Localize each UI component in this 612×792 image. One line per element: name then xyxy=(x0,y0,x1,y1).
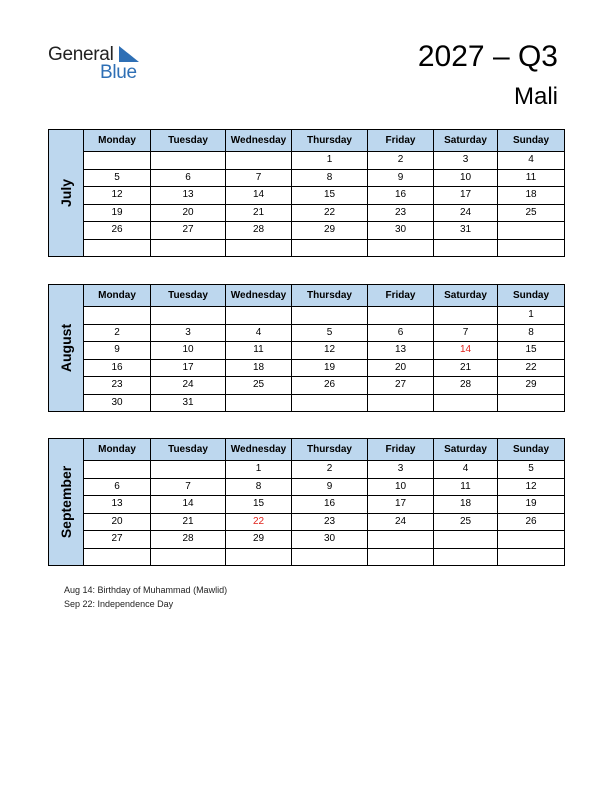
week-row xyxy=(49,478,565,496)
logo-general-text: General xyxy=(48,44,114,65)
day-cell: 29 xyxy=(498,377,565,395)
day-cell: 13 xyxy=(368,342,434,360)
day-cell: 8 xyxy=(292,169,368,187)
day-cell: 19 xyxy=(84,204,151,222)
week-row xyxy=(49,187,565,205)
day-cell: 15 xyxy=(498,342,565,360)
day-cell xyxy=(368,394,434,412)
day-cell xyxy=(434,239,498,257)
day-cell: 15 xyxy=(226,496,292,514)
day-cell: 18 xyxy=(498,187,565,205)
day-cell: 12 xyxy=(292,342,368,360)
day-cell xyxy=(84,548,151,566)
month-name: August xyxy=(58,323,74,373)
day-cell: 3 xyxy=(368,461,434,479)
weekday-header: Friday xyxy=(368,439,434,461)
day-cell: 14 xyxy=(226,187,292,205)
day-cell: 10 xyxy=(151,342,226,360)
day-cell xyxy=(292,307,368,325)
week-row xyxy=(49,239,565,257)
day-cell: 7 xyxy=(226,169,292,187)
day-cell: 17 xyxy=(151,359,226,377)
day-cell: 13 xyxy=(84,496,151,514)
weekday-header: Saturday xyxy=(434,285,498,307)
day-cell: 10 xyxy=(368,478,434,496)
week-row xyxy=(49,204,565,222)
week-row xyxy=(49,394,565,412)
day-cell xyxy=(498,548,565,566)
week-row xyxy=(49,461,565,479)
week-row xyxy=(49,548,565,566)
holiday-day-cell: 22 xyxy=(226,513,292,531)
day-cell: 27 xyxy=(84,531,151,549)
country-name: Mali xyxy=(513,83,558,110)
day-cell: 4 xyxy=(434,461,498,479)
day-cell: 4 xyxy=(498,152,565,170)
day-cell: 6 xyxy=(368,324,434,342)
day-cell: 11 xyxy=(434,478,498,496)
day-cell xyxy=(434,394,498,412)
day-cell xyxy=(226,394,292,412)
day-cell: 5 xyxy=(292,324,368,342)
day-cell: 30 xyxy=(84,394,151,412)
day-cell: 26 xyxy=(84,222,151,240)
day-cell: 9 xyxy=(84,342,151,360)
weekday-header: Wednesday xyxy=(226,130,292,152)
day-cell: 19 xyxy=(292,359,368,377)
holiday-notes xyxy=(64,583,227,611)
day-cell: 18 xyxy=(434,496,498,514)
weekday-header: Monday xyxy=(84,285,151,307)
day-cell: 12 xyxy=(84,187,151,205)
day-cell xyxy=(292,239,368,257)
holiday-note: Aug 14: Birthday of Muhammad (Mawlid) xyxy=(64,585,228,595)
logo-blue-text: Blue xyxy=(100,62,137,83)
day-cell: 31 xyxy=(434,222,498,240)
day-cell: 25 xyxy=(498,204,565,222)
day-cell: 23 xyxy=(368,204,434,222)
generalblue-logo xyxy=(48,44,148,84)
week-row xyxy=(49,169,565,187)
day-cell: 25 xyxy=(434,513,498,531)
day-cell: 12 xyxy=(498,478,565,496)
day-cell: 28 xyxy=(226,222,292,240)
day-cell: 9 xyxy=(292,478,368,496)
day-cell: 27 xyxy=(151,222,226,240)
day-cell: 5 xyxy=(84,169,151,187)
day-cell: 2 xyxy=(368,152,434,170)
month-label-cell xyxy=(49,130,84,257)
month-block-september xyxy=(48,438,564,566)
week-row xyxy=(49,152,565,170)
day-cell xyxy=(368,548,434,566)
holiday-day-cell: 14 xyxy=(434,342,498,360)
day-cell: 15 xyxy=(292,187,368,205)
weekday-header: Wednesday xyxy=(226,285,292,307)
day-cell xyxy=(84,152,151,170)
day-cell: 8 xyxy=(498,324,565,342)
day-cell xyxy=(151,307,226,325)
month-name: September xyxy=(58,465,74,539)
day-cell: 30 xyxy=(368,222,434,240)
week-row xyxy=(49,342,565,360)
day-cell: 21 xyxy=(226,204,292,222)
day-cell: 29 xyxy=(292,222,368,240)
day-cell: 18 xyxy=(226,359,292,377)
day-cell xyxy=(84,461,151,479)
day-cell: 1 xyxy=(292,152,368,170)
day-cell xyxy=(368,239,434,257)
day-cell: 26 xyxy=(498,513,565,531)
day-cell: 22 xyxy=(498,359,565,377)
weekday-header: Sunday xyxy=(498,439,565,461)
weekday-header: Tuesday xyxy=(151,285,226,307)
day-cell xyxy=(498,531,565,549)
week-row xyxy=(49,513,565,531)
day-cell: 31 xyxy=(151,394,226,412)
week-row xyxy=(49,531,565,549)
day-cell: 1 xyxy=(498,307,565,325)
day-cell: 24 xyxy=(434,204,498,222)
day-cell: 20 xyxy=(368,359,434,377)
day-cell: 1 xyxy=(226,461,292,479)
day-cell xyxy=(226,239,292,257)
day-cell xyxy=(226,307,292,325)
day-cell: 11 xyxy=(226,342,292,360)
day-cell: 20 xyxy=(151,204,226,222)
day-cell: 9 xyxy=(368,169,434,187)
month-block-august xyxy=(48,284,564,412)
day-cell xyxy=(368,531,434,549)
day-cell: 10 xyxy=(434,169,498,187)
day-cell xyxy=(151,239,226,257)
day-cell: 19 xyxy=(498,496,565,514)
day-cell xyxy=(498,394,565,412)
weekday-header: Sunday xyxy=(498,285,565,307)
week-row xyxy=(49,307,565,325)
weekday-header: Sunday xyxy=(498,130,565,152)
weekday-header: Saturday xyxy=(434,130,498,152)
weekday-header: Monday xyxy=(84,130,151,152)
weekday-header: Friday xyxy=(368,285,434,307)
day-cell xyxy=(84,239,151,257)
day-cell: 8 xyxy=(226,478,292,496)
day-cell: 23 xyxy=(292,513,368,531)
day-cell xyxy=(434,548,498,566)
day-cell xyxy=(151,461,226,479)
day-cell xyxy=(292,394,368,412)
weekday-header: Thursday xyxy=(292,285,368,307)
day-cell: 7 xyxy=(151,478,226,496)
weekday-header: Wednesday xyxy=(226,439,292,461)
day-cell xyxy=(292,548,368,566)
day-cell: 4 xyxy=(226,324,292,342)
day-cell xyxy=(226,152,292,170)
day-cell: 3 xyxy=(434,152,498,170)
day-cell: 11 xyxy=(498,169,565,187)
week-row xyxy=(49,377,565,395)
day-cell xyxy=(226,548,292,566)
day-cell: 24 xyxy=(368,513,434,531)
day-cell: 6 xyxy=(84,478,151,496)
day-cell: 7 xyxy=(434,324,498,342)
weekday-header: Thursday xyxy=(292,439,368,461)
day-cell: 6 xyxy=(151,169,226,187)
month-label-cell xyxy=(49,285,84,412)
day-cell xyxy=(151,152,226,170)
weekday-header: Monday xyxy=(84,439,151,461)
week-row xyxy=(49,496,565,514)
day-cell: 17 xyxy=(368,496,434,514)
week-row xyxy=(49,359,565,377)
week-row xyxy=(49,324,565,342)
day-cell: 16 xyxy=(368,187,434,205)
day-cell: 29 xyxy=(226,531,292,549)
day-cell: 17 xyxy=(434,187,498,205)
weekday-header: Saturday xyxy=(434,439,498,461)
day-cell: 26 xyxy=(292,377,368,395)
day-cell: 16 xyxy=(292,496,368,514)
weekday-header: Friday xyxy=(368,130,434,152)
day-cell: 14 xyxy=(151,496,226,514)
day-cell: 30 xyxy=(292,531,368,549)
day-cell xyxy=(498,222,565,240)
day-cell: 20 xyxy=(84,513,151,531)
day-cell xyxy=(368,307,434,325)
day-cell: 13 xyxy=(151,187,226,205)
weekday-header: Thursday xyxy=(292,130,368,152)
day-cell: 2 xyxy=(84,324,151,342)
day-cell: 16 xyxy=(84,359,151,377)
day-cell: 3 xyxy=(151,324,226,342)
weekday-header: Tuesday xyxy=(151,439,226,461)
day-cell: 5 xyxy=(498,461,565,479)
page-title: 2027 – Q3 xyxy=(417,40,558,73)
month-table xyxy=(48,129,565,257)
day-cell: 27 xyxy=(368,377,434,395)
day-cell xyxy=(151,548,226,566)
month-table xyxy=(48,438,565,566)
day-cell: 21 xyxy=(434,359,498,377)
day-cell: 23 xyxy=(84,377,151,395)
day-cell: 21 xyxy=(151,513,226,531)
day-cell xyxy=(84,307,151,325)
day-cell: 22 xyxy=(292,204,368,222)
week-row xyxy=(49,222,565,240)
month-label-cell xyxy=(49,439,84,566)
day-cell: 24 xyxy=(151,377,226,395)
day-cell xyxy=(434,307,498,325)
day-cell xyxy=(498,239,565,257)
day-cell xyxy=(434,531,498,549)
day-cell: 2 xyxy=(292,461,368,479)
holiday-note: Sep 22: Independence Day xyxy=(64,599,174,609)
weekday-header: Tuesday xyxy=(151,130,226,152)
logo-triangle-icon xyxy=(117,46,139,62)
month-block-july xyxy=(48,129,564,257)
day-cell: 25 xyxy=(226,377,292,395)
month-name: July xyxy=(58,178,74,208)
month-table xyxy=(48,284,565,412)
day-cell: 28 xyxy=(151,531,226,549)
day-cell: 28 xyxy=(434,377,498,395)
